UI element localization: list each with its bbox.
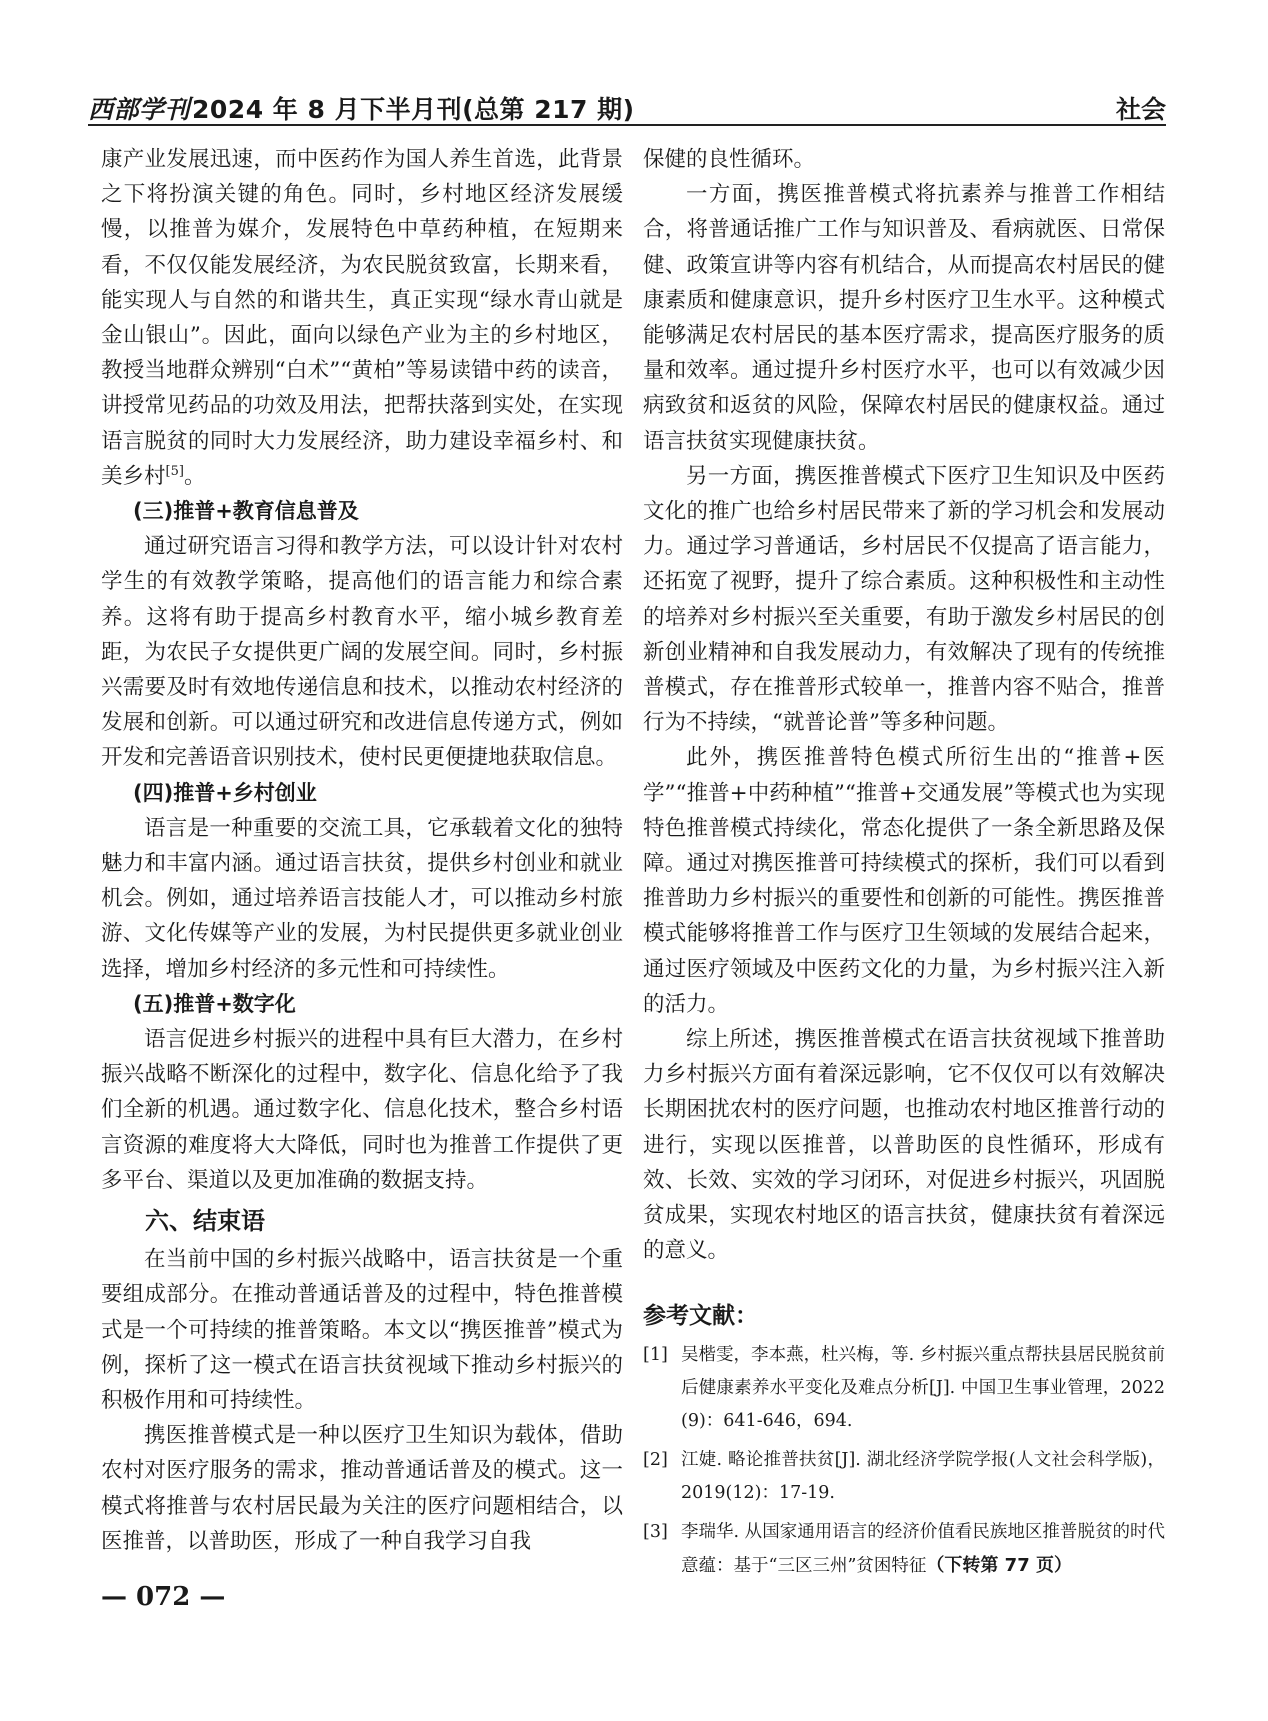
page-header bbox=[88, 88, 1166, 126]
subsection-heading: (五)推普+数字化 bbox=[133, 991, 296, 1016]
reference-number: [3] bbox=[643, 1521, 668, 1542]
section-label: 社会 bbox=[1115, 95, 1166, 124]
paragraph: 在当前中国的乡村振兴战略中，语言扶贫是一个重要组成部分。在推动普通话普及的过程中，特色推普模式是一个可持续的推普策略。本文以“携医推普”模式为例，探析了这一模式在语言扶贫视域下推动乡村振兴的积极作用和可持续性。 bbox=[101, 1247, 623, 1413]
reference-number: [2] bbox=[643, 1449, 668, 1470]
reference-item bbox=[643, 1516, 1165, 1583]
paragraph: 携医推普模式是一种以医疗卫生知识为载体，借助农村对医疗服务的需求，推动普通话普及的模式。这一模式将推普与农村居民最为关注的医疗问题相结合，以医推普，以普助医，形成了一种自我学习自我 bbox=[101, 1423, 623, 1554]
page-number: — 072 — bbox=[101, 1582, 226, 1612]
reference-text: 李瑞华. 从国家通用语言的经济价值看民族地区推普脱贫的时代意蕴：基于“三区三州”贫困特征 bbox=[681, 1521, 1165, 1576]
reference-text: 吴楷雯，李本燕，杜兴梅，等. 乡村振兴重点帮扶县居民脱贫前后健康素养水平变化及难点分析[J]. 中国卫生事业管理，2022(9)：641-646，694. bbox=[681, 1344, 1165, 1431]
continued-note: （下转第 77 页） bbox=[926, 1554, 1072, 1576]
references bbox=[643, 1299, 1165, 1583]
reference-text: 江婕. 略论推普扶贫[J]. 湖北经济学院学报(人文社会科学版)，2019(12)：17-19. bbox=[681, 1449, 1165, 1503]
paragraph: 保健的良性循环。 bbox=[643, 147, 816, 172]
subsection-heading: (三)推普+教育信息普及 bbox=[133, 499, 359, 524]
paragraph: 此外，携医推普特色模式所衍生出的“推普+医学”“推普+中药种植”“推普+交通发展”等模式也为实现特色推普模式持续化，常态化提供了一条全新思路及保障。通过对携医推普可持续模式的探析，我们可以看到推普助力乡村振兴的重要性和创新的可能性。携医推普模式能够将推普工作与医疗卫生领域的发展结合起来，通过医疗领域及中医药文化的力量，为乡村振兴注入新的活力。 bbox=[643, 745, 1165, 1017]
reference-number: [1] bbox=[643, 1344, 668, 1365]
left-column bbox=[101, 142, 623, 1559]
journal-title bbox=[88, 90, 635, 126]
paragraph: 综上所述，携医推普模式在语言扶贫视域下推普助力乡村振兴方面有着深远影响，它不仅仅可以有效解决长期困扰农村的医疗问题，也推动农村地区推普行动的进行，实现以医推普，以普助医的良性循环，形成有效、长效、实效的学习闭环，对促进乡村振兴，巩固脱贫成果，实现农村地区的语言扶贫，健康扶贫有着深远的意义。 bbox=[643, 1027, 1165, 1264]
citation: [5] bbox=[165, 463, 184, 479]
reference-item bbox=[643, 1339, 1165, 1438]
paragraph: 另一方面，携医推普模式下医疗卫生知识及中医药文化的推广也给乡村居民带来了新的学习机会和发展动力。通过学习普通话，乡村居民不仅提高了语言能力，还拓宽了视野，提升了综合素质。这种积极性和主动性的培养对乡村振兴至关重要，有助于激发乡村居民的创新创业精神和自我发展动力，有效解决了现有的传统推普模式，存在推普形式较单一，推普内容不贴合，推普行为不持续，“就普论普”等多种问题。 bbox=[643, 463, 1165, 736]
section-heading: 六、结束语 bbox=[145, 1207, 265, 1236]
journal-logo: 西部学刊 bbox=[88, 95, 191, 124]
paragraph: 语言促进乡村振兴的进程中具有巨大潜力，在乡村振兴战略不断深化的过程中，数字化、信息化给予了我们全新的机遇。通过数字化、信息化技术，整合乡村语言资源的难度将大大降低，同时也为推普工作提供了更多平台、渠道以及更加准确的数据支持。 bbox=[101, 1027, 623, 1193]
subsection-heading: (四)推普+乡村创业 bbox=[133, 780, 317, 805]
paragraph: 康产业发展迅速，而中医药作为国人养生首选，此背景之下将扮演关键的角色。同时，乡村地区经济发展缓慢，以推普为媒介，发展特色中草药种植，在短期来看，不仅仅能发展经济，为农民脱贫致富，长期来看，能实现人与自然的和谐共生，真正实现“绿水青山就是金山银山”。因此，面向以绿色产业为主的乡村地区，教授当地群众辨别“白术”“黄柏”等易读错中药的读音，讲授常见药品的功效及用法，把帮扶落到实处，在实现语言脱贫的同时大力发展经济，助力建设幸福乡村、和美乡村[5]。 bbox=[101, 147, 623, 489]
paragraph: 语言是一种重要的交流工具，它承载着文化的独特魅力和丰富内涵。通过语言扶贫，提供乡村创业和就业机会。例如，通过培养语言技能人才，可以推动乡村旅游、文化传媒等产业的发展，为村民提供更多就业创业选择，增加乡村经济的多元性和可持续性。 bbox=[101, 815, 623, 982]
paragraph: 通过研究语言习得和教学方法，可以设计针对农村学生的有效教学策略，提高他们的语言能力和综合素养。这将有助于提高乡村教育水平，缩小城乡教育差距，为农民子女提供更广阔的发展空间。同时，乡村振兴需要及时有效地传递信息和技术，以推动农村经济的发展和创新。可以通过研究和改进信息传递方式，例如开发和完善语音识别技术，使村民更便捷地获取信息。 bbox=[101, 534, 623, 771]
reference-item bbox=[643, 1444, 1165, 1510]
journal-issue: 2024 年 8 月下半月刊(总第 217 期) bbox=[192, 95, 635, 124]
right-column bbox=[643, 142, 1165, 1589]
paragraph: 一方面，携医推普模式将抗素养与推普工作相结合，将普通话推广工作与知识普及、看病就医、日常保健、政策宣讲等内容有机结合，从而提高农村居民的健康素质和健康意识，提升乡村医疗卫生水平。这种模式能够满足农村居民的基本医疗需求，提高医疗服务的质量和效率。通过提升乡村医疗水平，也可以有效减少因病致贫和返贫的风险，保障农村居民的健康权益。通过语言扶贫实现健康扶贫。 bbox=[643, 182, 1165, 454]
references-title: 参考文献： bbox=[643, 1302, 758, 1329]
